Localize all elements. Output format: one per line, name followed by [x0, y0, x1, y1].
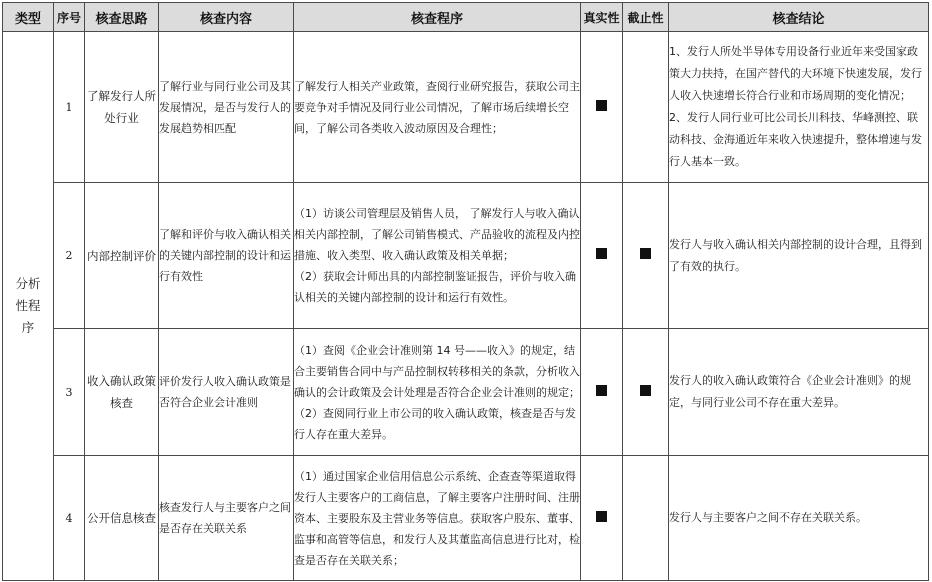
- table-row: [3, 32, 929, 183]
- header-row: [3, 3, 929, 32]
- cutoff-mark: [623, 183, 669, 329]
- authenticity-mark: [581, 329, 623, 456]
- header-procedure: 核查程序: [294, 3, 581, 32]
- header-type: 类型: [3, 3, 54, 32]
- procedure-paragraph: 了解发行人相关产业政策，查阅行业研究报告，获取公司主要竞争对手情况及同行业公司情况，了解市场后续增长空间，了解公司各类收入波动原因及合理性；: [294, 79, 580, 135]
- row-number: 3: [54, 329, 85, 456]
- type-label: 分析性程序: [15, 276, 41, 335]
- cutoff-mark: [623, 456, 669, 581]
- check-conclusion: [669, 456, 929, 581]
- checked-square-icon: [596, 248, 607, 259]
- authenticity-mark: [581, 456, 623, 581]
- authenticity-mark: [581, 183, 623, 329]
- check-conclusion: [669, 329, 929, 456]
- check-conclusion: [669, 32, 929, 183]
- header-conclusion: 核查结论: [669, 3, 929, 32]
- check-idea: 了解发行人所处行业: [85, 32, 159, 183]
- cutoff-mark: [623, 32, 669, 183]
- table-row: [3, 329, 929, 456]
- check-procedure: [294, 183, 581, 329]
- conclusion-paragraph: 发行人的收入确认政策符合《企业会计准则》的规定，与同行业公司不存在重大差异。: [669, 374, 911, 409]
- checked-square-icon: [640, 248, 651, 259]
- checked-square-icon: [596, 385, 607, 396]
- check-procedure: [294, 456, 581, 581]
- table-row: [3, 183, 929, 329]
- header-authenticity: 真实性: [581, 3, 623, 32]
- procedure-paragraph: （2）查阅同行业上市公司的收入确认政策，核查是否与发行人存在重大差异。: [294, 406, 576, 441]
- type-cell: [3, 32, 54, 581]
- row-number: 4: [54, 456, 85, 581]
- header-content: 核查内容: [159, 3, 294, 32]
- check-content: 核查发行人与主要客户之间是否存在关联关系: [159, 456, 294, 581]
- check-idea: 公开信息核查: [85, 456, 159, 581]
- conclusion-paragraph: 发行人与主要客户之间不存在关联关系。: [669, 511, 867, 524]
- row-number: 1: [54, 32, 85, 183]
- procedure-paragraph: （1）通过国家企业信用信息公示系统、企查查等渠道取得发行人主要客户的工商信息，了解主要客户注册时间、注册资本、主要股东及主营业务等信息。获取客户股东、董事、监事和高管等信息，和发行人及其董监高信息进行比对，检查是否存在关联关系；: [294, 469, 580, 567]
- check-procedure: [294, 329, 581, 456]
- procedure-paragraph: （1）查阅《企业会计准则第 14 号——收入》的规定，结合主要销售合同中与产品控制权转移相关的条款，分析收入确认的会计政策及会计处理是否符合企业会计准则的规定；: [294, 343, 580, 399]
- procedure-paragraph: （2）获取会计师出具的内部控制鉴证报告，评价与收入确认相关的关键内部控制的设计和运行有效性。: [294, 270, 576, 304]
- check-content: 评价发行人收入确认政策是否符合企业会计准则: [159, 329, 294, 456]
- header-idea: 核查思路: [85, 3, 159, 32]
- check-conclusion: [669, 183, 929, 329]
- row-number: 2: [54, 183, 85, 329]
- authenticity-mark: [581, 32, 623, 183]
- cutoff-mark: [623, 329, 669, 456]
- check-content: 了解行业与同行业公司及其发展情况，是否与发行人的发展趋势相匹配: [159, 32, 294, 183]
- checked-square-icon: [596, 511, 607, 522]
- procedure-paragraph: （1）访谈公司管理层及销售人员， 了解发行人与收入确认相关内部控制，了解公司销售模式、产品验收的流程及内控措施、收入类型、收入确认政策及相关单据；: [294, 207, 580, 262]
- conclusion-paragraph: 1、发行人所处半导体专用设备行业近年来受国家政策大力扶持，在国产替代的大环境下快速发展，发行人收入快速增长符合行业和市场周期的变化情况；: [669, 45, 922, 102]
- header-seq: 序号: [54, 3, 85, 32]
- verification-table: [2, 2, 929, 581]
- check-idea: 收入确认政策核查: [85, 329, 159, 456]
- checked-square-icon: [596, 100, 607, 111]
- header-cutoff: 截止性: [623, 3, 669, 32]
- check-content: 了解和评价与收入确认相关的关键内部控制的设计和运行有效性: [159, 183, 294, 329]
- checked-square-icon: [640, 385, 651, 396]
- check-procedure: [294, 32, 581, 183]
- conclusion-paragraph: 发行人与收入确认相关内部控制的设计合理，且得到了有效的执行。: [669, 237, 922, 273]
- check-idea: 内部控制评价: [85, 183, 159, 329]
- table-row: [3, 456, 929, 581]
- conclusion-paragraph: 2、发行人同行业可比公司长川科技、华峰测控、联动科技、金海通近年来收入快速提升，整体增速与发行人基本一致。: [669, 111, 922, 168]
